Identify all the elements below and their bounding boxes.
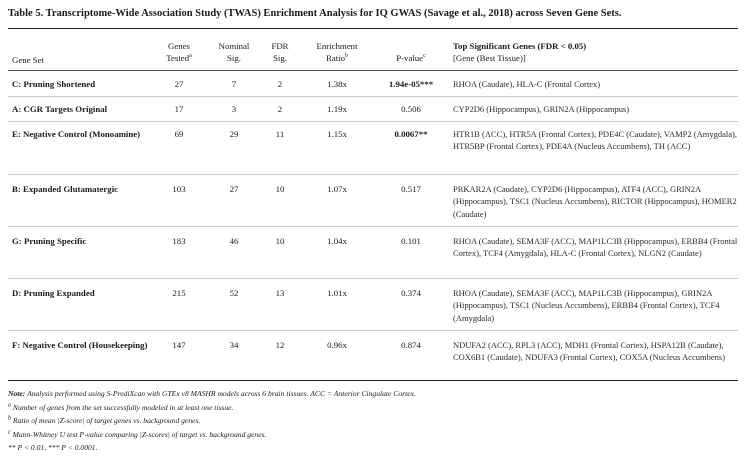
gene-set-name: A: CGR Targets Original	[12, 104, 108, 114]
footnote-a	[8, 401, 416, 415]
cell-nominal: 3	[231, 104, 237, 114]
gene-set-name: F: Negative Control (Housekeeping)	[12, 340, 148, 350]
footnote-a-sup: a	[8, 402, 11, 409]
cell-fdr: 10	[275, 184, 285, 194]
cell-nominal: 46	[229, 236, 239, 246]
header-enrichment	[305, 40, 369, 64]
gene-set-name: G: Pruning Specific	[12, 236, 87, 246]
header-top-genes-line2: [Gene (Best Tissue)]	[453, 53, 526, 63]
bottom-rule	[8, 380, 738, 381]
row-divider	[8, 226, 738, 227]
cell-nominal: 7	[231, 79, 237, 89]
cell-nominal: 29	[229, 129, 239, 139]
header-enrichment-line2: Ratio	[325, 53, 346, 63]
note-text: Analysis performed using S-PrediXcan with GTEx v8 MASHR models across 6 brain tissues. ACC = Anterior Cingulate Cortex.	[27, 389, 416, 398]
row-divider	[8, 278, 738, 279]
cell-ratio: 1.38x	[327, 79, 347, 89]
cell-ratio: 0.96x	[327, 340, 347, 350]
footnote-c-sup: c	[8, 429, 11, 436]
cell-fdr: 2	[277, 79, 283, 89]
header-enrichment-line1: Enrichment	[316, 41, 358, 51]
cell-ratio: 1.07x	[327, 184, 347, 194]
header-genes-tested-line2: Tested	[166, 53, 190, 63]
cell-nominal: 34	[229, 340, 239, 350]
significance-note: ** P < 0.01, *** P < 0.0001.	[8, 443, 98, 453]
cell-fdr: 2	[277, 104, 283, 114]
header-rule	[8, 70, 738, 71]
cell-fdr: 12	[275, 340, 285, 350]
cell-top-genes: HTR1B (ACC), HTR5A (Frontal Cortex), PDE4C (Caudate), VAMP2 (Amygdala), HTR5BP (Frontal Cortex), PDE4A (Nucleus Accumbens), TH (ACC)	[453, 129, 737, 152]
header-genes-tested-line1: Genes	[168, 41, 190, 51]
header-nominal-line1: Nominal	[218, 41, 250, 51]
header-nominal-line2: Sig.	[227, 53, 241, 63]
cell-pvalue: 0.506	[401, 104, 421, 114]
cell-pvalue: 0.101	[401, 236, 421, 246]
header-genes-tested	[150, 40, 208, 64]
cell-tested: 215	[172, 288, 186, 298]
note-line	[8, 387, 416, 401]
cell-fdr: 10	[275, 236, 285, 246]
cell-top-genes: NDUFA2 (ACC), RPL3 (ACC), MDH1 (Frontal Cortex), HSPA12B (Caudate), COX6B1 (Caudate), NDUFA3 (Frontal Cortex), COX5A (Nucleus Accumbens)	[453, 340, 726, 363]
cell-ratio: 1.04x	[327, 236, 347, 246]
cell-tested: 183	[172, 236, 186, 246]
cell-tested: 17	[174, 104, 184, 114]
cell-tested: 27	[174, 79, 184, 89]
cell-pvalue: 0.874	[401, 340, 421, 350]
header-enrichment-sup: b	[345, 53, 349, 60]
footnote-a-text: Number of genes from the set successfully modeled in at least one tissue.	[12, 402, 234, 412]
cell-pvalue: 1.94e-05***	[388, 79, 434, 89]
cell-ratio: 1.01x	[327, 288, 347, 298]
header-genes-tested-sup: a	[189, 53, 192, 60]
cell-fdr: 13	[275, 288, 285, 298]
cell-tested: 147	[172, 340, 186, 350]
footnote-b-sup: b	[8, 415, 11, 422]
cell-tested: 69	[174, 129, 184, 139]
row-divider	[8, 330, 738, 331]
header-top-genes-line1: Top Significant Genes (FDR < 0.05)	[453, 41, 587, 51]
cell-top-genes: RHOA (Caudate), SEMA3F (ACC), MAP1LC3B (Hippocampus), GRIN2A (Hippocampus), TSC1 (Nucleus Accumbens), ERBB4 (Frontal Cortex), TCF4 (Amygdala)	[453, 288, 720, 323]
cell-nominal: 27	[229, 184, 239, 194]
header-pvalue-label: P-value	[396, 53, 424, 63]
gene-set-name: D: Pruning Expanded	[12, 288, 95, 298]
cell-top-genes: RHOA (Caudate), SEMA3F (ACC), MAP1LC3B (Hippocampus), ERBB4 (Frontal Cortex), TCF4 (Amygdala), HLA-C (Frontal Cortex), NLGN2 (Caudate)	[453, 236, 738, 259]
header-pvalue	[378, 52, 444, 64]
cell-tested: 103	[172, 184, 186, 194]
cell-fdr: 11	[275, 129, 285, 139]
header-fdr-line2: Sig.	[273, 53, 287, 63]
cell-pvalue: 0.517	[401, 184, 421, 194]
cell-pvalue: 0.0067**	[394, 129, 428, 139]
row-divider	[8, 121, 738, 122]
cell-top-genes: PRKAR2A (Caudate), CYP2D6 (Hippocampus), ATF4 (ACC), GRIN2A (Hippocampus), TSC1 (Nucleus Accumbens), RICTOR (Hippocampus), HOMER2 (Caudate)	[453, 184, 737, 219]
header-fdr	[255, 40, 305, 64]
note-label: Note:	[8, 389, 26, 398]
gene-set-name: C: Pruning Shortened	[12, 79, 96, 89]
footnote-c-text: Mann-Whitney U test P-value comparing |Z-scores| of target vs. background genes.	[12, 429, 267, 439]
footnote-b	[8, 414, 416, 428]
gene-set-name: B: Expanded Glutamatergic	[12, 184, 119, 194]
cell-nominal: 52	[229, 288, 239, 298]
footnote-c	[8, 428, 416, 442]
footnote-b-text: Ratio of mean |Z-score| of target genes vs. background genes.	[12, 416, 201, 426]
header-top-genes	[453, 40, 586, 64]
header-gene-set: Gene Set	[12, 55, 45, 65]
cell-pvalue: 0.374	[401, 288, 421, 298]
table-title: Table 5. Transcriptome-Wide Association Study (TWAS) Enrichment Analysis for IQ GWAS (Savage et al., 2018) across Seven Gene Sets.	[8, 8, 622, 19]
cell-top-genes: CYP2D6 (Hippocampus), GRIN2A (Hippocampus)	[453, 104, 630, 114]
cell-ratio: 1.15x	[327, 129, 347, 139]
top-rule	[8, 28, 738, 29]
header-pvalue-sup: c	[423, 53, 426, 60]
row-divider	[8, 174, 738, 175]
row-divider	[8, 96, 738, 97]
table-notes	[8, 387, 416, 455]
cell-top-genes: RHOA (Caudate), HLA-C (Frontal Cortex)	[453, 79, 601, 89]
header-fdr-line1: FDR	[271, 41, 289, 51]
gene-set-name: E: Negative Control (Monoamine)	[12, 129, 141, 139]
cell-ratio: 1.19x	[327, 104, 347, 114]
